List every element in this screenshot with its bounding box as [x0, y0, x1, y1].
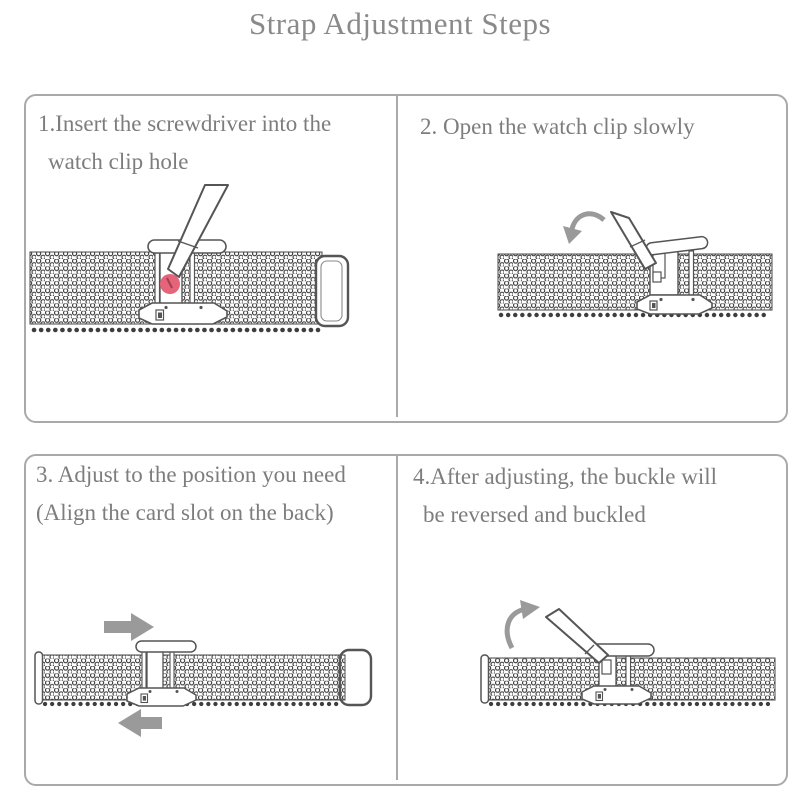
slide-left-arrow-icon [118, 709, 162, 737]
step4-illustration [481, 600, 775, 704]
screwdriver-icon [546, 609, 608, 663]
step2-line1: 2. Open the watch clip slowly [420, 114, 695, 139]
step4-line2: be reversed and buckled [423, 502, 646, 527]
step3-illustration [35, 613, 371, 737]
page-title: Strap Adjustment Steps [248, 6, 552, 41]
slide-right-arrow-icon [104, 613, 154, 641]
step2-illustration [498, 212, 772, 315]
step1-line2: watch clip hole [48, 149, 189, 174]
step3-line1: 3. Adjust to the position you need [36, 462, 346, 487]
band-end-bar [35, 652, 43, 704]
step3-line2: (Align the card slot on the back) [36, 500, 334, 525]
step1-line1: 1.Insert the screwdriver into the [38, 111, 332, 136]
rotate-cw-arrow-icon [507, 600, 540, 648]
step1-illustration [30, 185, 348, 330]
rotate-ccw-arrow-icon [563, 214, 604, 244]
buckle-loop [316, 256, 348, 326]
mesh-band [498, 254, 772, 310]
band-end-bar [481, 655, 489, 703]
step4-line1: 4.After adjusting, the buckle will [413, 464, 718, 489]
